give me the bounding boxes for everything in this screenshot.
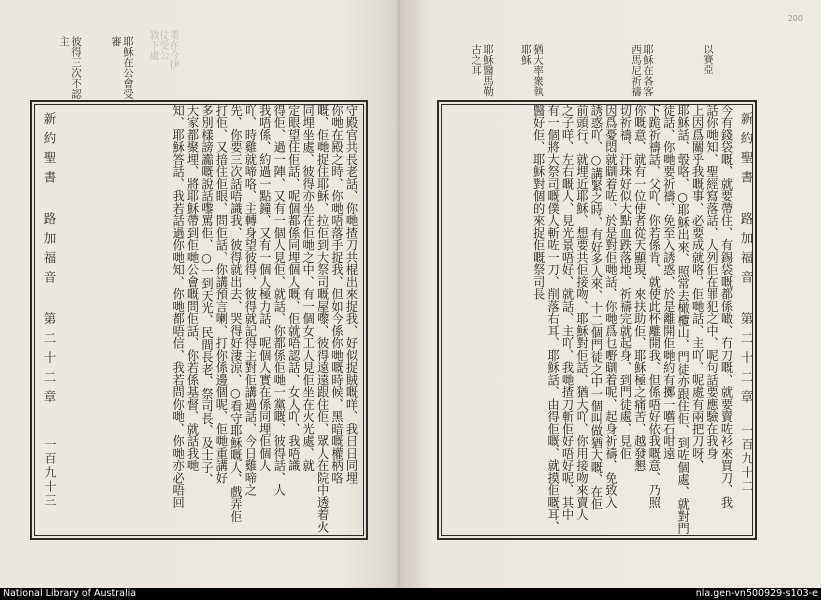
text-line: 得佢、過一陣、又有一個人見佢、就話、你都係佢哋一黨嘅、彼得話、人 [271,104,286,496]
text-line: 話你哋知、聖經寫落話、人列佢在罪犯之中、呢句話要應驗在我身 [704,104,719,460]
text-line: 多別樣謗讟嘅說話嚟罵佢、○一到天光、民間長老、祭司長、及士子、 [199,104,214,486]
right-page [400,0,821,590]
text-line: 嘅、佢哋捉住耶穌、拉佢到大祭司嘅屋嚟、彼得遠遠跟住佢、眾人在院中透着火 [315,104,330,533]
page-number-left: 一百九十三 [43,438,57,508]
text-line: 之子咩、左右嘅人、見光景唔好、就話、主吖、我哋揸刀斬佢好唔好呢、其中 [560,104,575,521]
margin-tag-isaiah: 以賽亞 [701,44,712,74]
page-number-right: 一百九十二 [740,424,754,494]
running-title-left: 新約聖書 路加福音 第二十二章 [42,112,57,410]
text-line: 定眼望住佢話、呢個都係同埋個人嘅、佢就唔認話、女人吖、我唔識 [286,104,301,472]
text-line: 大家都聚埋、將耶穌帶到佢哋公會嘅問佢話、你若係基督、就話我哋 [185,104,200,472]
margin-note-prayer: 耶穌在各客西馬尼祈禱 [630,44,654,97]
text-line: 你嘅意、就有一位使者從天顯現、來扶助佢、耶穌極之痛苦、越發懇 [632,104,647,472]
left-body-text [70,104,358,536]
faint-mark: 200 [787,14,803,23]
text-line: 守殿官共長老話、你哋揸刀共棍出來捉我、好似捉賊嘅咩、我日日同埋 [344,104,358,484]
margin-note-healing: 耶穌醫馬勒古之耳 [470,44,494,97]
bleed-through-text-1: 業在今伊 [167,30,178,70]
text-line: 徒話、你哋要祈禱、免至入誘惑、於是離開佢哋約有擲一嚿石咁遠 [661,104,676,460]
bleed-through-text-3: 敘下處 [147,30,158,60]
text-line: 打佢、又揞住佢眼、問佢話、你講預言喇、打你係邊個呢、佢哋重講好 [213,104,228,484]
margin-note-denial: 彼得三次不認主 [58,36,82,99]
text-line: 你哋在殿之時、你哋唔落手捉我、但如今係你哋嘅時候、黑暗嘅權柄咯 [329,104,344,484]
margin-note-betrayal: 猶大率衆執耶穌 [520,44,544,97]
margin-note-trial: 耶穌在公會受審 [110,36,134,99]
text-line: 誘惑吖、○講緊之時、有好多人來、十二個門徒之中一個叫做猶大嘅、在佢 [588,104,603,510]
text-line: 吖、時雞就啼咯、主轉身望彼得、彼得就記得主對佢講過話、今日雞啼之 [242,104,257,496]
text-line: 切祈禱、汗珠好似大點血跌落地、祈禱完就起身、到門徒處、見佢 [617,104,632,460]
text-line: 醫好佢、耶穌對個的來捉佢嘅祭司長 [531,104,546,300]
footer-bar [0,588,821,600]
running-title-right: 新約聖書 路加福音 第二十二章 [739,112,754,410]
library-credit: National Library of Australia [3,588,137,599]
text-line: 耶穌話、彀咯、○耶穌出來、照常去橄欖山、門徒亦跟住佢、到咗個處、就對門 [675,104,690,535]
text-line: 前頭行、就埋近耶穌、想要共佢接吻、耶穌對佢話、猶大吖、你用接吻來賣人 [574,104,589,521]
text-line: 知、耶穌答話、我若話過你哋知、你哋都唔信、我若問你哋、你哋亦必唔回 [170,104,185,509]
text-line: 今有錢袋嘅、就要帶住、有錫袋嘅都係噉、冇刀嘅、就要賣咗衫來買刀、我 [719,104,733,509]
text-line: 上因爲關乎我嘅事、必要成就咯、佢哋話、主吖、呢處有兩把刀呀、 [690,104,705,472]
left-page [0,0,400,590]
text-line: 下跪祈禱話、父吖、你若係肯、就使此杯離開我、但係唔好依我嘅意、乃照 [646,104,661,509]
text-line: 同埋坐處、彼得亦坐在佢哋之中、有一個女工人見佢坐在火光處、就 [300,104,315,472]
bleed-through-text-2: 仗受公 [157,30,168,60]
text-line: 因爲憂悶就瞓着咗、於是對佢哋話、你哋爲乜嘢瞓着呢、起身祈禱、免致入 [603,104,618,509]
right-body-text [449,104,733,536]
text-line: 我唔係、約過一點鐘、又有一個人極力話、呢個人實在係同埋佢個人 [257,104,272,472]
text-line: 有一個將大祭司嘅僕人斬咗一刀、削落右耳、耶穌話、由得佢嘅、就摸佢嘅耳、 [545,104,560,533]
text-line: 先、你要三次話唔識我、彼得就出去、哭得好淒涼、○看守耶穌嘅人、戲弄佢 [228,104,243,523]
image-id-label: nla.gen-vn500929-s103-e [695,588,818,599]
